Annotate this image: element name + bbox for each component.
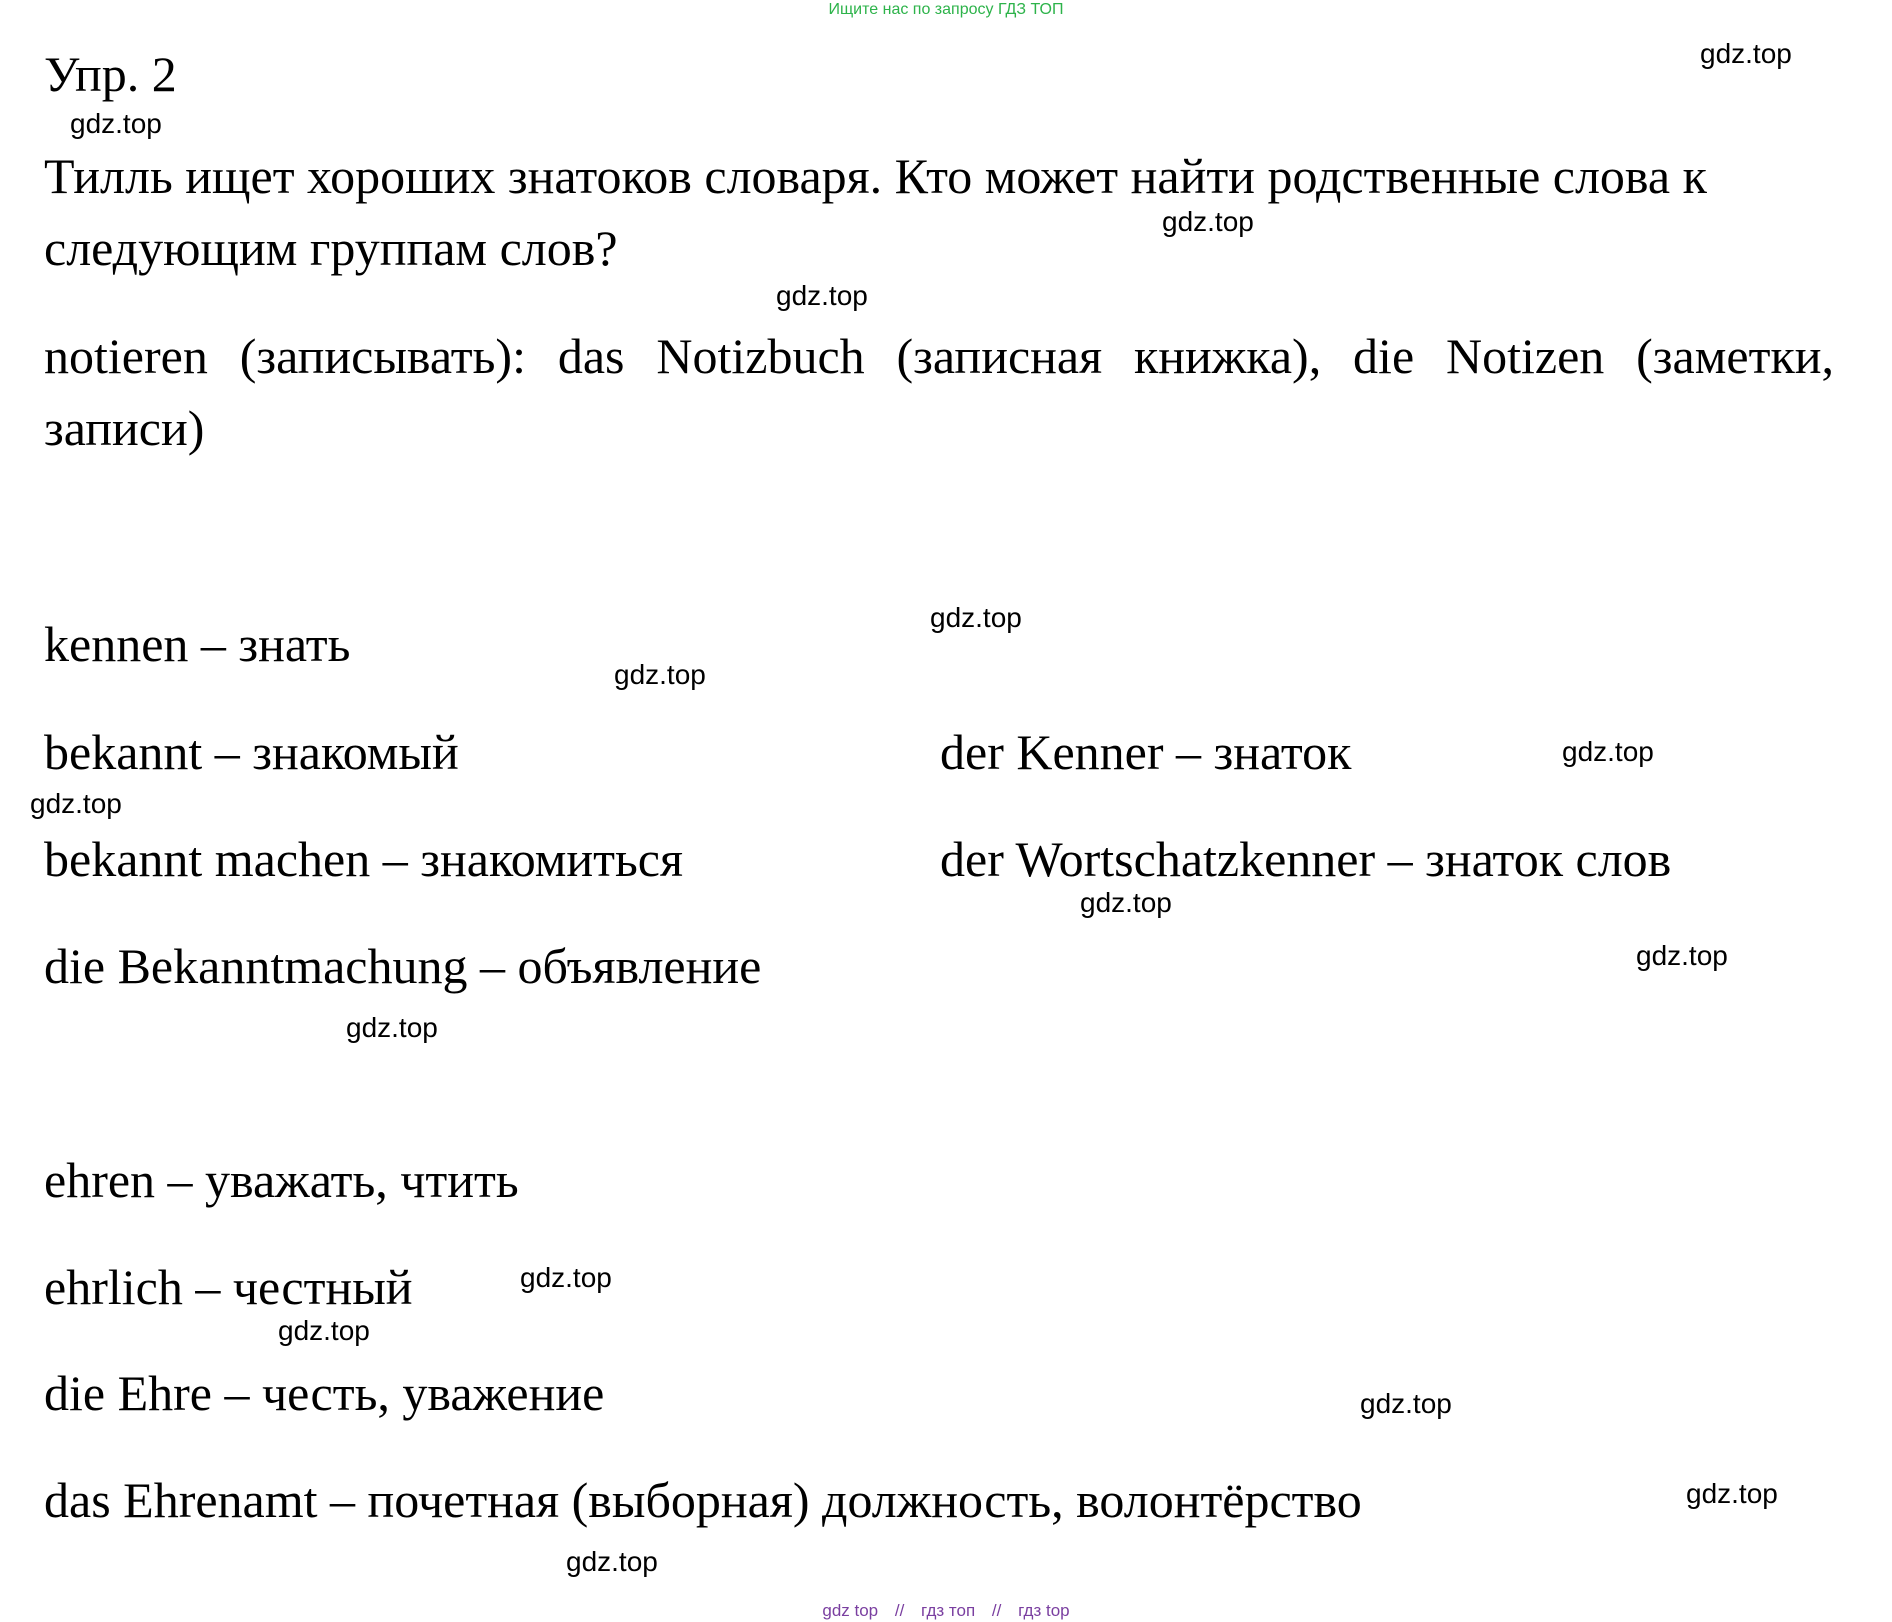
footer-separator: // [894, 1601, 905, 1620]
watermark: gdz.top [520, 1262, 612, 1293]
word-entry: die Ehre – честь, уважение [44, 1365, 605, 1421]
footer-link[interactable]: гдз топ [921, 1601, 976, 1620]
search-banner: Ищите нас по запросу ГДЗ ТОП [828, 1, 1064, 18]
watermark: gdz.top [346, 1012, 438, 1043]
watermark: gdz.top [70, 108, 162, 139]
word-entry: bekannt machen – знакомиться [44, 831, 683, 887]
footer-links [0, 1600, 1892, 1622]
watermark: gdz.top [1162, 206, 1254, 237]
word-entry: ehren – уважать, чтить [44, 1152, 519, 1208]
watermark: gdz.top [614, 659, 706, 690]
example-text: notieren (записывать): das Notizbuch (записная книжка), die Notizen (заметки, записи) [44, 328, 1834, 456]
word-entry: kennen – знать [44, 616, 351, 672]
word-entry: bekannt – знакомый [44, 724, 459, 780]
word-entry: der Wortschatzkenner – знаток слов [940, 831, 1672, 887]
watermark: gdz.top [1360, 1388, 1452, 1419]
watermark: gdz.top [30, 788, 122, 819]
watermark: gdz.top [1700, 38, 1792, 69]
watermark: gdz.top [776, 280, 868, 311]
watermark: gdz.top [1686, 1478, 1778, 1509]
footer-link[interactable]: гдз top [1018, 1601, 1070, 1620]
word-entry: die Bekanntmachung – объявление [44, 938, 762, 994]
watermark: gdz.top [1636, 940, 1728, 971]
word-entry: ehrlich – честный [44, 1259, 413, 1315]
footer-link[interactable]: gdz top [822, 1601, 879, 1620]
exercise-title: Упр. 2 [44, 46, 177, 102]
watermark: gdz.top [1562, 736, 1654, 767]
task-text: Тилль ищет хороших знатоков словаря. Кто может найти родственные слова к следующим группам слов? [44, 148, 1707, 276]
word-entry: der Kenner – знаток [940, 724, 1352, 780]
word-entry: das Ehrenamt – почетная (выборная) должность, волонтёрство [44, 1472, 1362, 1528]
watermark: gdz.top [566, 1546, 658, 1577]
watermark: gdz.top [1080, 887, 1172, 918]
watermark: gdz.top [930, 602, 1022, 633]
footer-separator: // [991, 1601, 1002, 1620]
watermark: gdz.top [278, 1315, 370, 1346]
